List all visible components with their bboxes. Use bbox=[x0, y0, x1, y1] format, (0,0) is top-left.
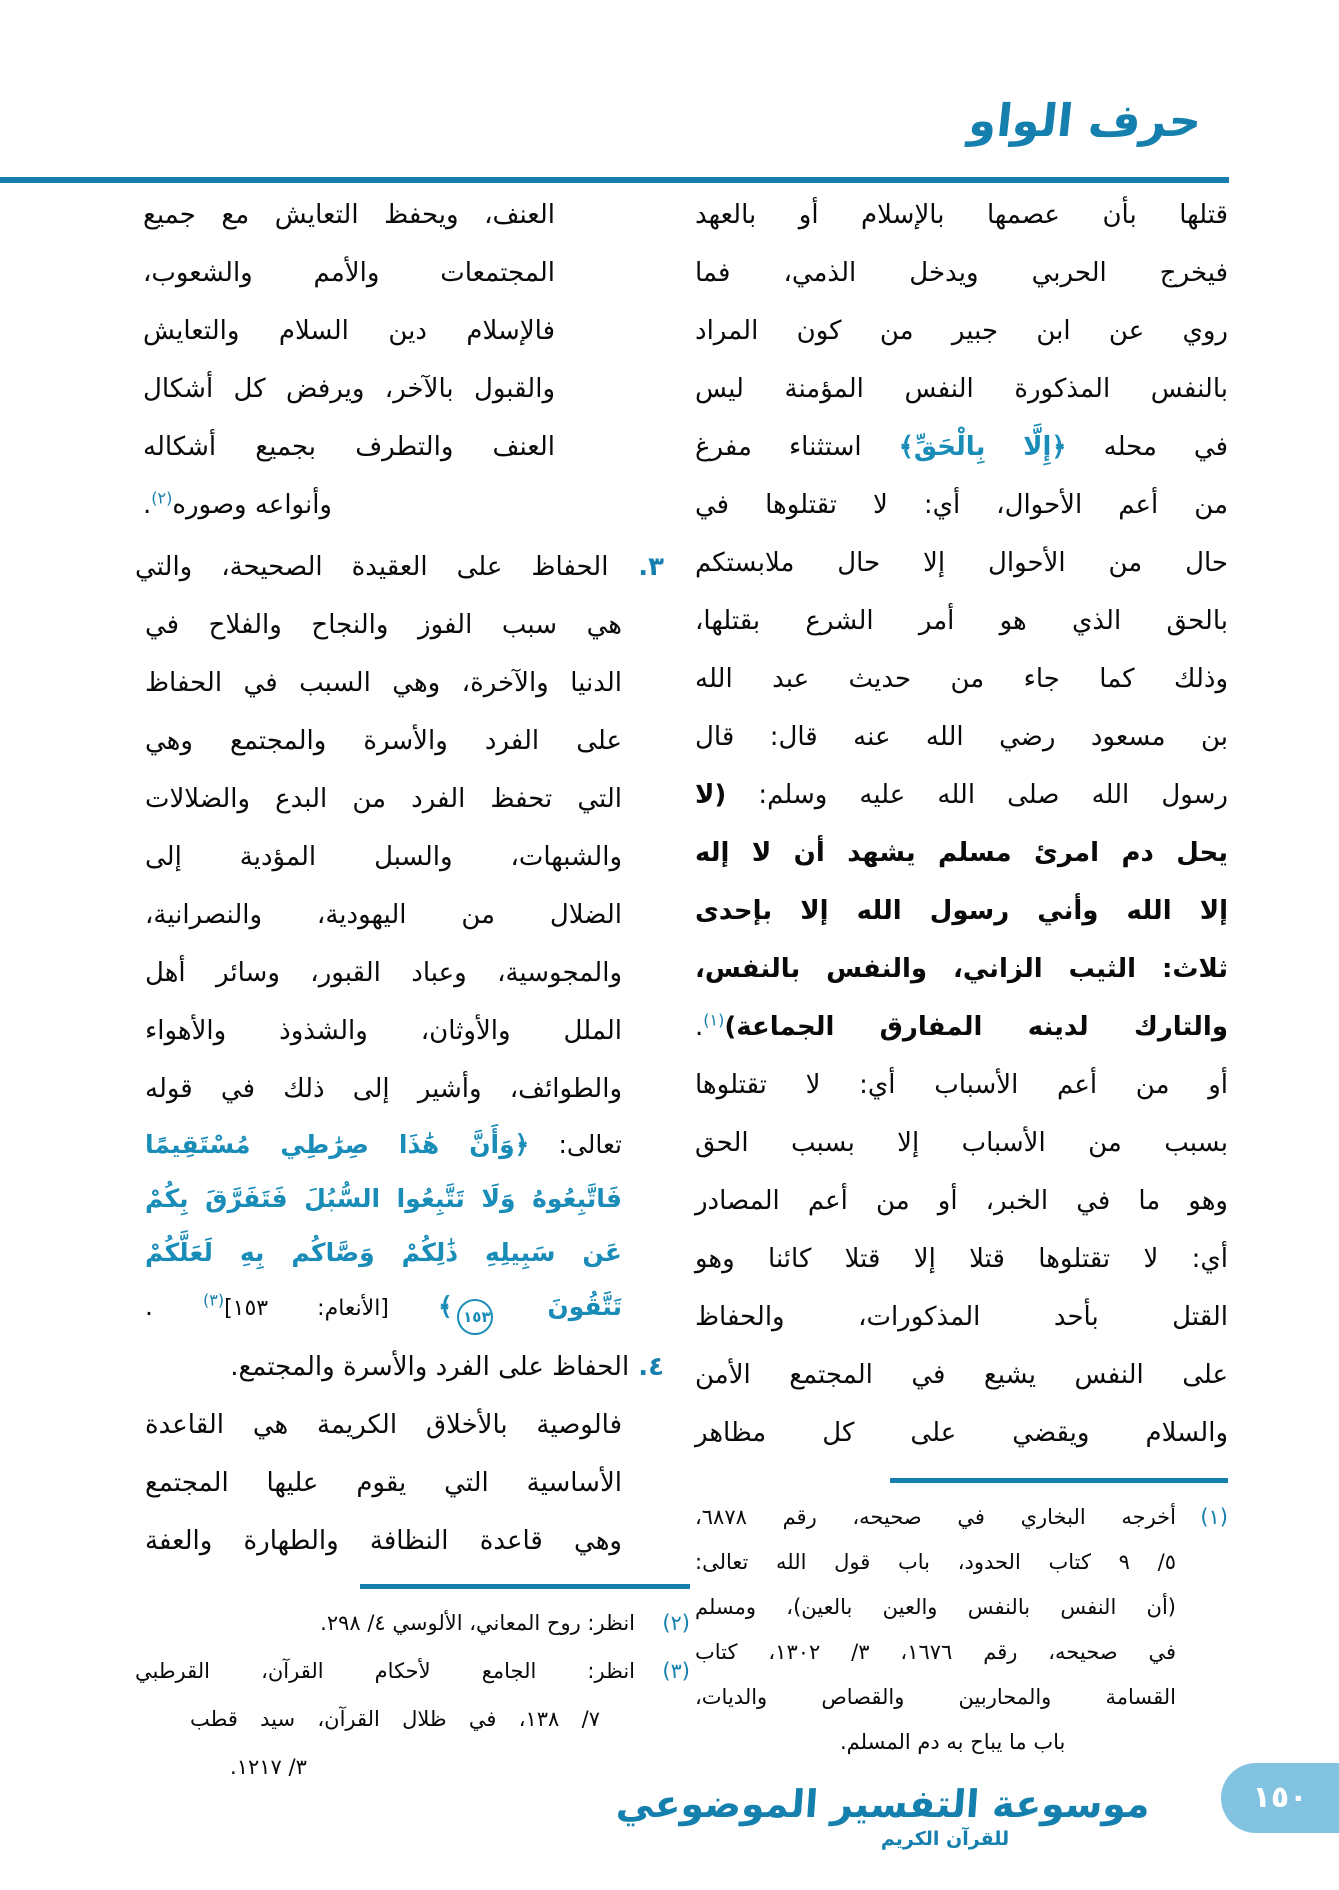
text-line: إلا الله وأني رسول الله إلا بإحدى bbox=[695, 896, 1228, 926]
text-line: فَاتَّبِعُوهُ وَلَا تَتَّبِعُوا السُّبُلَ فَتَفَرَّقَ بِكُمْ bbox=[145, 1184, 622, 1213]
footnote bbox=[135, 1647, 690, 1791]
column-right-text bbox=[695, 186, 1228, 1462]
text-line: تعالى: ﴿وَأَنَّ هَٰذَا صِرَٰطِي مُسْتَقِيمًا bbox=[145, 1130, 622, 1159]
footnote-line: انظر: روح المعاني، الألوسي ٤/ ٢٩٨. bbox=[320, 1611, 635, 1635]
text-line: هي سبب الفوز والنجاح والفلاح في bbox=[145, 610, 622, 640]
footnote-marker: (١) bbox=[1200, 1505, 1228, 1529]
text-line: بسبب من الأسباب إلا بسبب الحق bbox=[695, 1128, 1228, 1158]
header-rule bbox=[0, 177, 1229, 183]
text-line: القتل بأحد المذكورات، والحفاظ bbox=[695, 1302, 1228, 1332]
text-line: على الفرد والأسرة والمجتمع وهي bbox=[145, 726, 622, 756]
text-line: الملل والأوثان، والشذوذ والأهواء bbox=[145, 1016, 622, 1046]
text-line: قتلها بأن عصمها بالإسلام أو بالعهد bbox=[695, 200, 1228, 230]
text-line: فيخرج الحربي ويدخل الذمي، فما bbox=[695, 258, 1228, 288]
text-line: روي عن ابن جبير من كون المراد bbox=[695, 316, 1228, 346]
text-line: أي: لا تقتلوها قتلا إلا قتلا كائنا وهو bbox=[695, 1244, 1228, 1274]
text-line: ٣. الحفاظ على العقيدة الصحيحة، والتي bbox=[135, 552, 664, 582]
footnote-line: ٧/ ١٣٨، في ظلال القرآن، سيد قطب bbox=[190, 1707, 600, 1731]
text-line: يحل دم امرئ مسلم يشهد أن لا إله bbox=[695, 838, 1228, 868]
footnote bbox=[135, 1599, 690, 1647]
text-line: وهي قاعدة النظافة والطهارة والعفة bbox=[145, 1526, 622, 1556]
text-line: وذلك كما جاء من حديث عبد الله bbox=[695, 664, 1228, 694]
text-line: وأنواعه وصوره$^{(٢)}$. bbox=[143, 488, 332, 520]
footnote-line: انظر: الجامع لأحكام القرآن، القرطبي bbox=[135, 1659, 635, 1683]
page-number-tab: ١٥٠ bbox=[1221, 1763, 1339, 1833]
text-line: العنف والتطرف بجميع أشكاله bbox=[143, 432, 555, 462]
text-line: والقبول بالآخر، ويرفض كل أشكال bbox=[143, 374, 555, 404]
text-line: الدنيا والآخرة، وهي السبب في الحفاظ bbox=[145, 668, 622, 698]
text-line: والتارك لدينه المفارق الجماعة)$^{(١)}$. bbox=[695, 1010, 1228, 1042]
text-line: ثلاث: الثيب الزاني، والنفس بالنفس، bbox=[695, 954, 1228, 984]
text-line: بالنفس المذكورة النفس المؤمنة ليس bbox=[695, 374, 1228, 404]
footnote-marker: (٣) bbox=[662, 1659, 690, 1683]
column-right-footnotes bbox=[695, 1495, 1228, 1765]
text-line: بن مسعود رضي الله عنه قال: قال bbox=[695, 722, 1228, 752]
footnote-line: ٥/ ٩ كتاب الحدود، باب قول الله تعالى: bbox=[695, 1550, 1176, 1574]
publisher-logo-subtitle: للقرآن الكريم bbox=[880, 1828, 1010, 1850]
text-line: عَن سَبِيلِهِ ذَٰلِكُمْ وَصَّاكُم بِهِ لَعَلَّكُمْ bbox=[145, 1238, 622, 1267]
text-line: رسول الله صلى الله عليه وسلم: (لا bbox=[695, 780, 1228, 810]
text-line: حال من الأحوال إلا حال ملابستكم bbox=[695, 548, 1228, 578]
text-line: والشبهات، والسبل المؤدية إلى bbox=[145, 842, 622, 872]
text-line: فالإسلام دين السلام والتعايش bbox=[143, 316, 555, 346]
footnote-line: القسامة والمحاربين والقصاص والديات، bbox=[695, 1685, 1176, 1709]
column-left-footnotes bbox=[135, 1599, 690, 1791]
text-line: تَتَّقُونَ ١٥٣﴾ [الأنعام: ١٥٣]$^{(٣)}$ . bbox=[135, 1280, 690, 1334]
text-line: فالوصية بالأخلاق الكريمة هي القاعدة bbox=[145, 1410, 622, 1440]
publisher-logo bbox=[614, 1782, 1152, 1850]
text-line: وهو ما في الخبر، أو من أعم المصادر bbox=[695, 1186, 1228, 1216]
column-left-text bbox=[135, 186, 690, 1570]
text-line: بالحق الذي هو أمر الشرع بقتلها، bbox=[695, 606, 1228, 636]
text-line: الضلال من اليهودية، والنصرانية، bbox=[145, 900, 622, 930]
publisher-logo-title: موسوعة التفسير الموضوعي bbox=[614, 1782, 1152, 1826]
footnote-line: باب ما يباح به دم المسلم. bbox=[840, 1730, 1066, 1754]
text-line: الأساسية التي يقوم عليها المجتمع bbox=[145, 1468, 622, 1498]
footnote bbox=[695, 1495, 1228, 1765]
text-line: التي تحفظ الفرد من البدع والضلالات bbox=[145, 784, 622, 814]
footnote-separator-left bbox=[360, 1584, 690, 1589]
text-line: أو من أعم الأسباب أي: لا تقتلوها bbox=[695, 1070, 1228, 1100]
text-line: ٤. الحفاظ على الفرد والأسرة والمجتمع. bbox=[230, 1352, 664, 1382]
column-right bbox=[695, 186, 1228, 1765]
footnote-marker: (٢) bbox=[662, 1611, 690, 1635]
text-line: في محله ﴿إِلَّا بِالْحَقِّ﴾ استثناء مفرغ bbox=[695, 432, 1228, 462]
text-line: والطوائف، وأشير إلى ذلك في قوله bbox=[145, 1074, 622, 1104]
footnote-line: (أن النفس بالنفس والعين بالعين)، ومسلم bbox=[695, 1595, 1176, 1619]
column-left bbox=[135, 186, 690, 1791]
footnote-line: ٣/ ١٢١٧. bbox=[230, 1755, 307, 1779]
footnote-separator-right bbox=[890, 1478, 1228, 1483]
footnote-line: أخرجه البخاري في صحيحه، رقم ٦٨٧٨، bbox=[695, 1505, 1176, 1529]
footnote-line: في صحيحه، رقم ١٦٧٦، ٣/ ١٣٠٢، كتاب bbox=[695, 1640, 1177, 1664]
chapter-title-calligraphy: حرف الواو bbox=[965, 94, 1204, 147]
text-line: والسلام ويقضي على كل مظاهر bbox=[695, 1418, 1228, 1448]
text-line: على النفس يشيع في المجتمع الأمن bbox=[695, 1360, 1228, 1390]
text-line: المجتمعات والأمم والشعوب، bbox=[143, 258, 555, 288]
text-line: والمجوسية، وعباد القبور، وسائر أهل bbox=[145, 958, 622, 988]
text-line: العنف، ويحفظ التعايش مع جميع bbox=[143, 200, 555, 230]
text-line: من أعم الأحوال، أي: لا تقتلوها في bbox=[695, 490, 1228, 520]
